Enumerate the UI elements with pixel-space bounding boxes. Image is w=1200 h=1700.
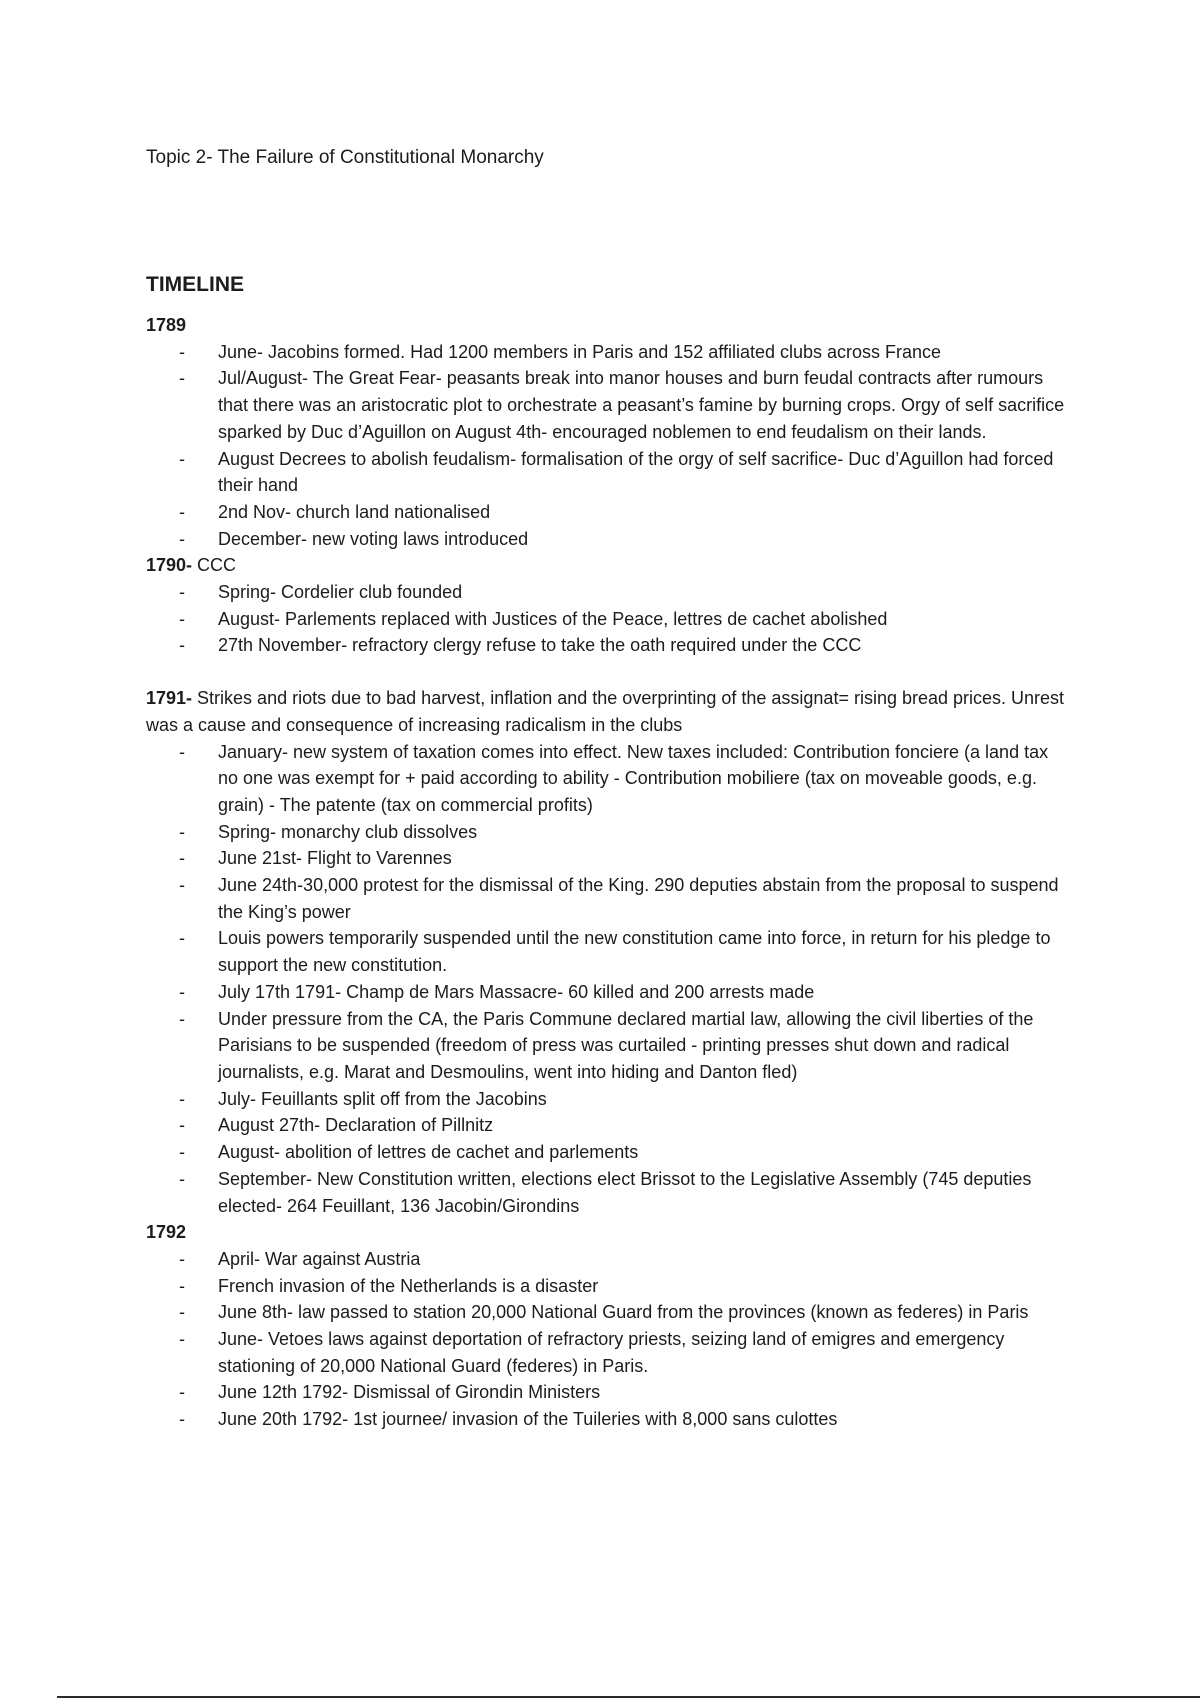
bullet-dash: - — [179, 1142, 185, 1163]
event-item — [179, 845, 1066, 872]
timeline-section — [146, 272, 1066, 1433]
bullet-dash: - — [179, 1088, 185, 1109]
event-item — [179, 632, 1066, 659]
event-list — [146, 1246, 1066, 1433]
year-summary: Strikes and riots due to bad harvest, inflation and the overprinting of the assignat= rising bread prices. Unrest was a cause and consequence of increasing radicalism in the clubs — [146, 688, 1065, 735]
bullet-dash: - — [179, 582, 185, 603]
event-text: Louis powers temporarily suspended until the new constitution came into force, in return for his pledge to support the new constitution. — [218, 928, 1051, 976]
event-item — [179, 1006, 1066, 1086]
event-list — [146, 339, 1066, 553]
event-text: Under pressure from the CA, the Paris Commune declared martial law, allowing the civil liberties of the Parisians to be suspended (freedom of press was curtailed - printing presses shut down and radical journalists, e.g. Marat and Desmoulins, went into hiding and Danton fled) — [218, 1008, 1034, 1082]
event-item — [179, 819, 1066, 846]
section-gap — [146, 659, 1066, 685]
bullet-dash: - — [179, 1115, 185, 1136]
bullet-dash: - — [179, 501, 185, 522]
year-block — [146, 685, 1066, 1219]
bullet-dash: - — [179, 1168, 185, 1189]
bullet-dash: - — [179, 608, 185, 629]
event-text: June- Jacobins formed. Had 1200 members in Paris and 152 affiliated clubs across France — [218, 341, 942, 362]
event-text: September- New Constitution written, elections elect Brissot to the Legislative Assembly (745 deputies elected- 264 Feuillant, 136 Jacobin/Girondins — [218, 1168, 1032, 1216]
event-item — [179, 1112, 1066, 1139]
year-summary: CCC — [192, 555, 237, 576]
bullet-dash: - — [179, 635, 185, 656]
year-block — [146, 552, 1066, 659]
bullet-dash: - — [179, 1302, 185, 1323]
event-item — [179, 499, 1066, 526]
year-heading — [146, 685, 1066, 738]
event-text: Jul/August- The Great Fear- peasants break into manor houses and burn feudal contracts after rumours that there was an aristocratic plot to orchestrate a peasant’s famine by burning crops. Orgy of self sacrifice sparked by Duc d’Aguillon on August 4th- encouraged noblemen to end feudalism on their lands. — [218, 368, 1065, 442]
year-heading — [146, 552, 1066, 579]
event-text: June- Vetoes laws against deportation of refractory priests, seizing land of emigres and emergency stationing of 20,000 National Guard (federes) in Paris. — [218, 1329, 1005, 1376]
bullet-dash: - — [179, 1275, 185, 1296]
event-text: December- new voting laws introduced — [218, 528, 529, 549]
bullet-dash: - — [179, 875, 185, 896]
bullet-dash: - — [179, 368, 185, 389]
bullet-dash: - — [179, 741, 185, 762]
event-text: 2nd Nov- church land nationalised — [218, 501, 491, 522]
event-item — [179, 1299, 1066, 1326]
bullet-dash: - — [179, 1409, 185, 1430]
event-text: 27th November- refractory clergy refuse to take the oath required under the CCC — [218, 635, 862, 656]
event-list — [146, 739, 1066, 1220]
event-text: June 24th-30,000 protest for the dismissal of the King. 290 deputies abstain from the proposal to suspend the King’s power — [218, 875, 1059, 922]
event-item — [179, 1379, 1066, 1406]
event-item — [179, 739, 1066, 819]
event-text: July 17th 1791- Champ de Mars Massacre- 60 killed and 200 arrests made — [218, 981, 815, 1002]
year-heading — [146, 1219, 1066, 1246]
year-label: 1791- — [146, 688, 193, 709]
year-heading — [146, 312, 1066, 339]
timeline-years — [146, 312, 1066, 1433]
event-list — [146, 579, 1066, 659]
event-item — [179, 606, 1066, 633]
event-item — [179, 339, 1066, 366]
event-text: August- Parlements replaced with Justices of the Peace, lettres de cachet abolished — [218, 608, 888, 629]
event-item — [179, 1326, 1066, 1379]
page-bottom-rule — [57, 1696, 1200, 1698]
event-text: June 20th 1792- 1st journee/ invasion of the Tuileries with 8,000 sans culottes — [218, 1409, 838, 1430]
bullet-dash: - — [179, 341, 185, 362]
event-text: August- abolition of lettres de cachet and parlements — [218, 1142, 639, 1163]
bullet-dash: - — [179, 1329, 185, 1350]
year-block — [146, 312, 1066, 552]
event-item — [179, 1246, 1066, 1273]
event-item — [179, 526, 1066, 553]
bullet-dash: - — [179, 1248, 185, 1269]
bullet-dash: - — [179, 821, 185, 842]
year-label: 1790- — [146, 555, 193, 576]
event-text: January- new system of taxation comes into effect. New taxes included: Contribution fonciere (a land tax no one was exempt for + paid according to ability - Contribution mobiliere (tax on moveable goods, e.g. grain) - The patente (tax on commercial profits) — [218, 741, 1049, 815]
event-item — [179, 1406, 1066, 1433]
event-item — [179, 925, 1066, 978]
event-text: July- Feuillants split off from the Jacobins — [218, 1088, 547, 1109]
bullet-dash: - — [179, 1008, 185, 1029]
year-block — [146, 1219, 1066, 1433]
year-label: 1789 — [146, 315, 187, 335]
bullet-dash: - — [179, 1382, 185, 1403]
event-item — [179, 1166, 1066, 1219]
event-text: April- War against Austria — [218, 1248, 421, 1269]
document-title: Topic 2- The Failure of Constitutional Monarchy — [146, 147, 544, 168]
event-item — [179, 979, 1066, 1006]
event-item — [179, 1139, 1066, 1166]
bullet-dash: - — [179, 981, 185, 1002]
event-item — [179, 365, 1066, 445]
event-item — [179, 579, 1066, 606]
event-text: August 27th- Declaration of Pillnitz — [218, 1115, 494, 1136]
event-text: French invasion of the Netherlands is a disaster — [218, 1275, 599, 1296]
event-text: Spring- Cordelier club founded — [218, 582, 463, 603]
event-text: June 8th- law passed to station 20,000 National Guard from the provinces (known as federes) in Paris — [218, 1302, 1029, 1323]
event-text: June 12th 1792- Dismissal of Girondin Ministers — [218, 1382, 601, 1403]
bullet-dash: - — [179, 528, 185, 549]
event-item — [179, 1273, 1066, 1300]
event-text: August Decrees to abolish feudalism- formalisation of the orgy of self sacrifice- Duc d’Aguillon had forced their hand — [218, 448, 1054, 496]
event-text: Spring- monarchy club dissolves — [218, 821, 478, 842]
bullet-dash: - — [179, 928, 185, 949]
event-item — [179, 872, 1066, 925]
bullet-dash: - — [179, 848, 185, 869]
timeline-heading: TIMELINE — [146, 273, 244, 296]
event-item — [179, 446, 1066, 499]
event-item — [179, 1086, 1066, 1113]
bullet-dash: - — [179, 448, 185, 469]
year-label: 1792 — [146, 1222, 187, 1243]
event-text: June 21st- Flight to Varennes — [218, 848, 452, 869]
